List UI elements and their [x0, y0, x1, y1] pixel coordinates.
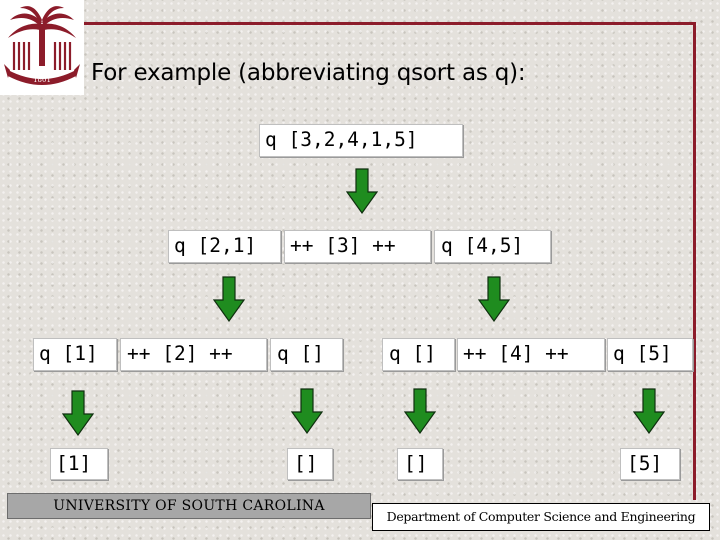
level1-left-expression: q [2,1]	[174, 234, 257, 257]
usc-logo	[0, 0, 84, 95]
down-arrow-icon	[404, 388, 436, 434]
level2-left-b-expression: ++ [2] ++	[127, 342, 233, 365]
level2-right-a-expression: q []	[389, 342, 436, 365]
footer-department: Department of Computer Science and Engineering	[372, 503, 710, 531]
result-2: []	[294, 452, 318, 475]
level2-left-a-expression: q [1]	[39, 342, 98, 365]
result-3: []	[404, 452, 428, 475]
down-arrow-icon	[346, 168, 378, 214]
frame-right-rule	[693, 22, 696, 500]
result-1: [1]	[56, 452, 92, 475]
down-arrow-icon	[213, 276, 245, 322]
level0-expression: q [3,2,4,1,5]	[265, 128, 418, 151]
down-arrow-icon	[478, 276, 510, 322]
down-arrow-icon	[291, 388, 323, 434]
slide-title: For example (abbreviating qsort as q):	[91, 60, 526, 86]
level2-right-c-expression: q [5]	[613, 342, 672, 365]
down-arrow-icon	[633, 388, 665, 434]
level2-right-b-expression: ++ [4] ++	[463, 342, 569, 365]
palmetto-seal-icon	[0, 0, 84, 95]
level2-left-c-expression: q []	[277, 342, 324, 365]
level1-right-expression: q [4,5]	[441, 234, 524, 257]
level1-mid-expression: ++ [3] ++	[290, 234, 396, 257]
result-4: [5]	[627, 452, 663, 475]
footer-university: UNIVERSITY OF SOUTH CAROLINA	[7, 493, 371, 519]
down-arrow-icon	[62, 390, 94, 436]
frame-top-rule	[82, 22, 696, 25]
svg-text:1801: 1801	[33, 76, 51, 84]
